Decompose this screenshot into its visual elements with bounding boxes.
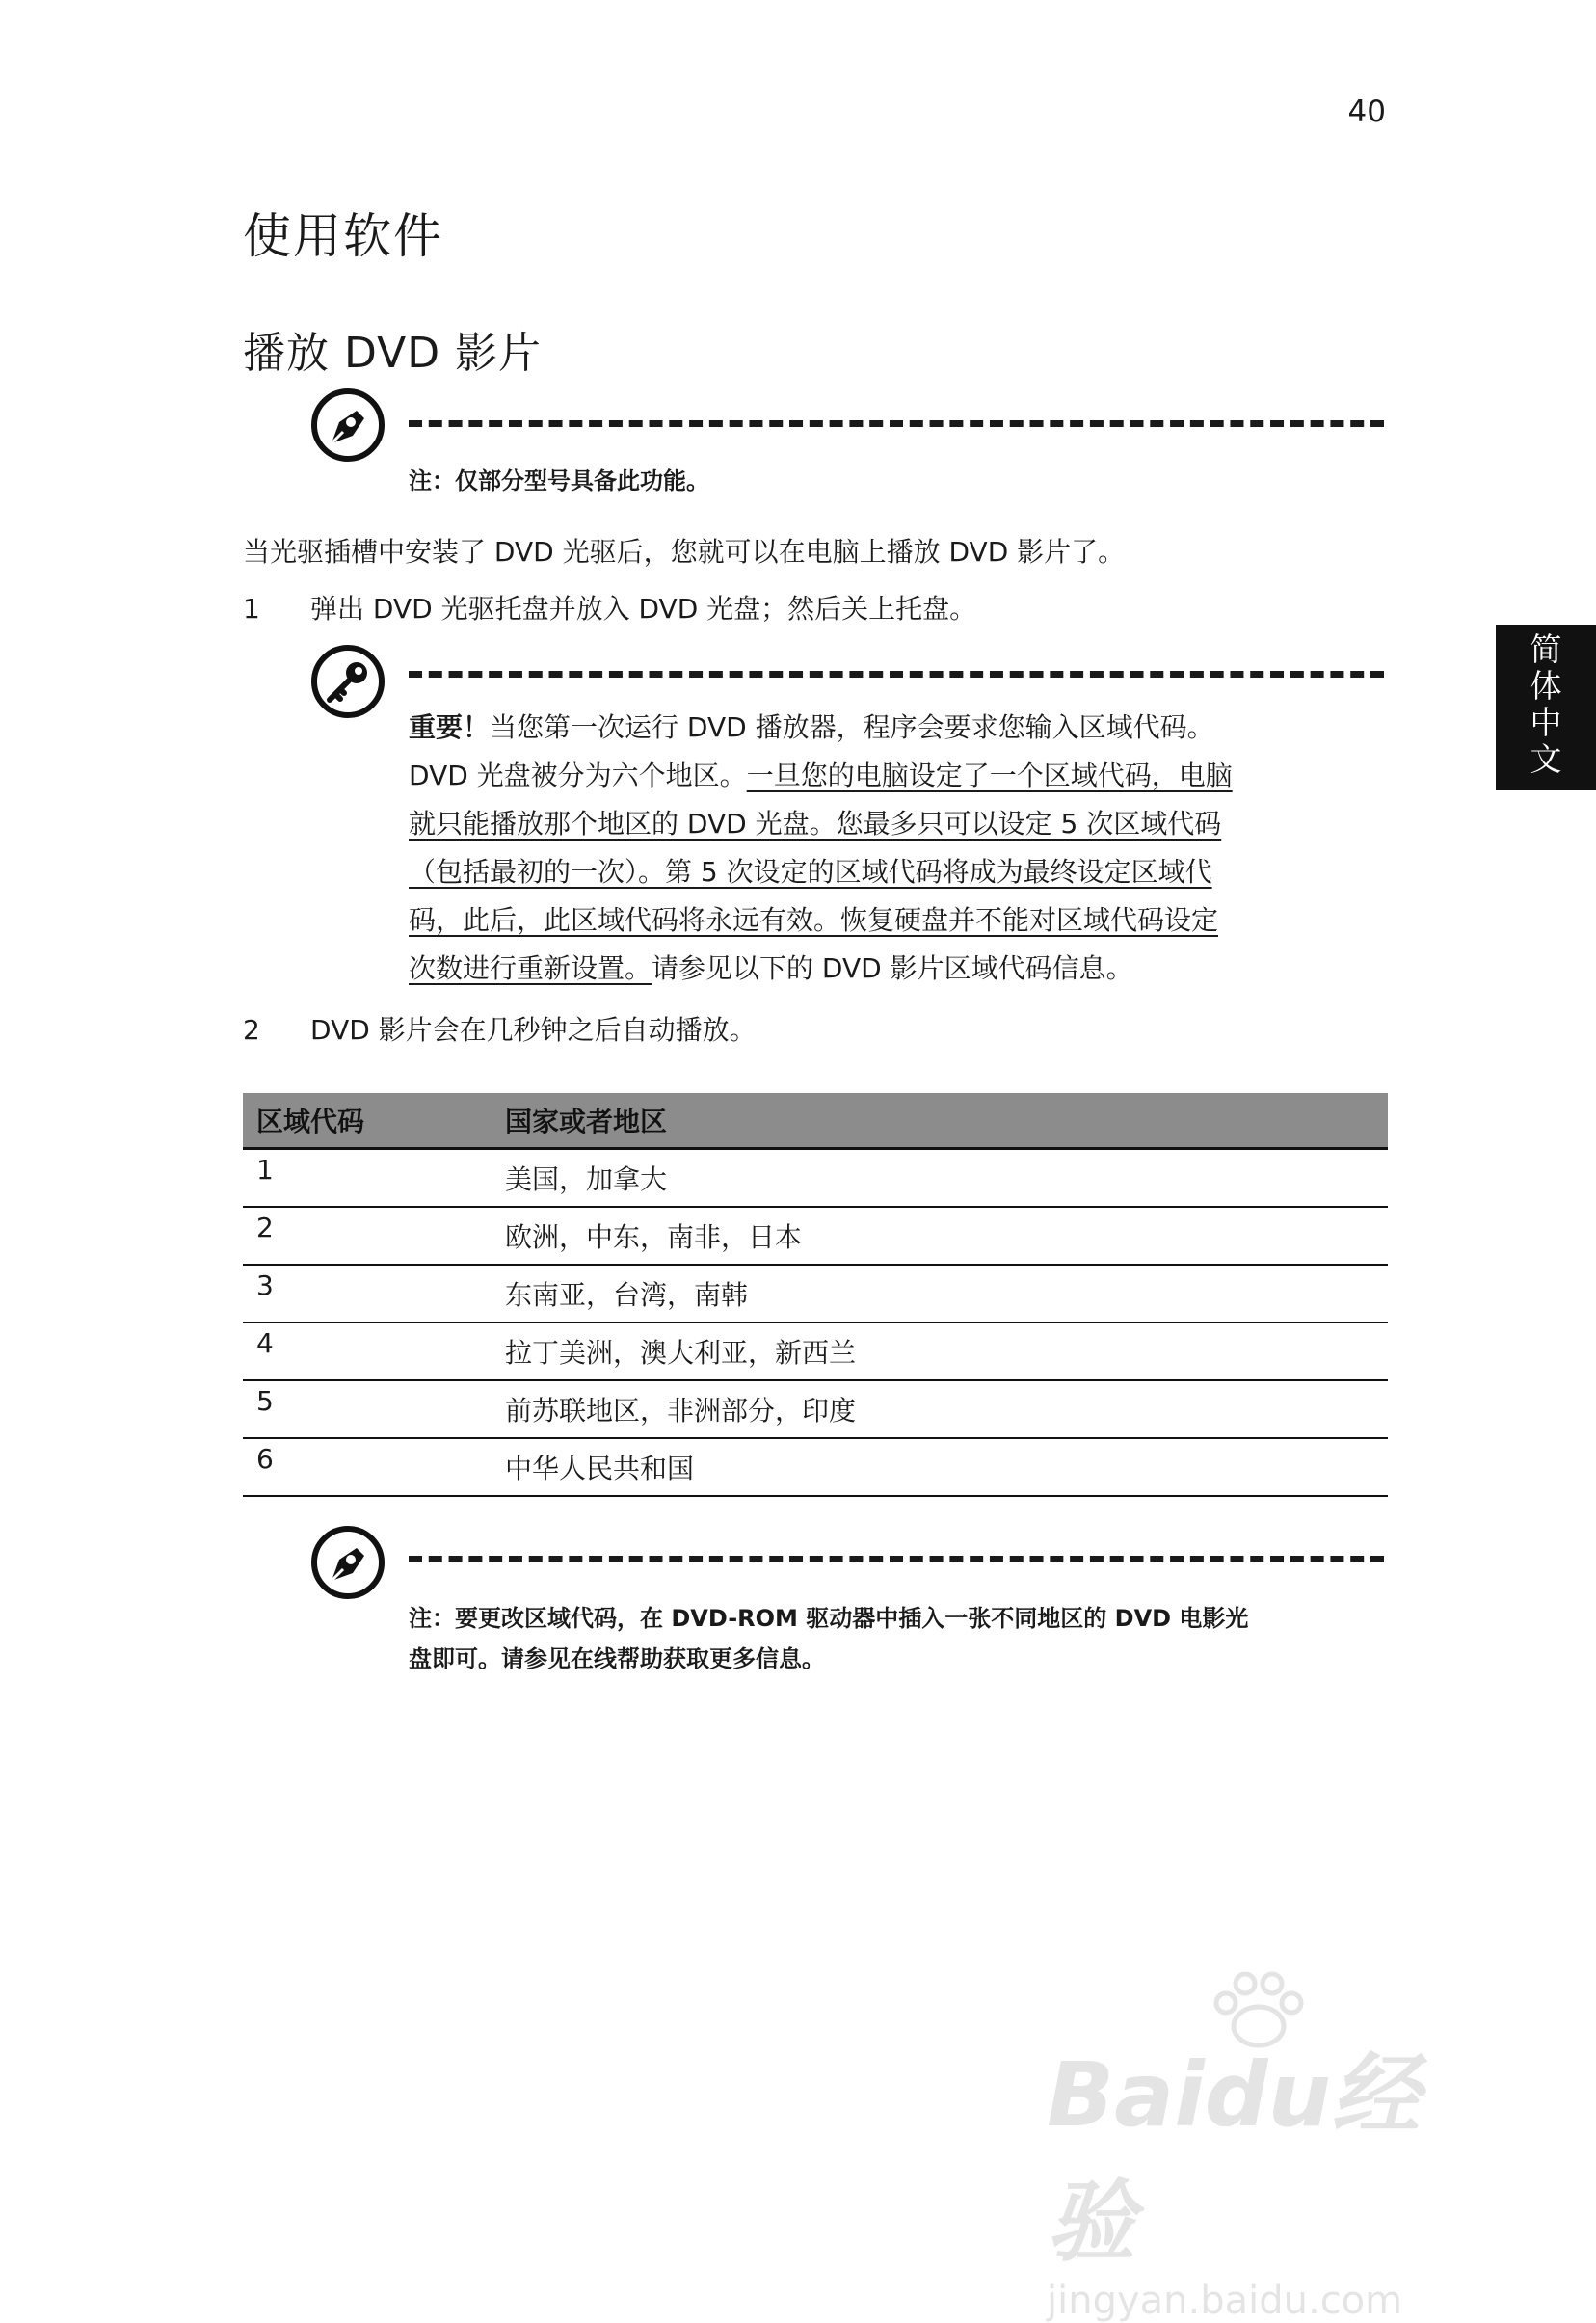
page-heading: 使用软件 [243, 208, 443, 264]
region-name-cell: 美国，加拿大 [492, 1149, 1388, 1208]
region-code-table [243, 1093, 1388, 1497]
region-name-cell: 东南亚，台湾，南韩 [492, 1265, 1388, 1322]
step-number: 1 [243, 593, 260, 625]
important-line: 重要！当您第一次运行 DVD 播放器，程序会要求您输入区域代码。 [409, 711, 1214, 743]
watermark-url: jingyan.baidu.com [1047, 2279, 1403, 2323]
note-pen-icon [310, 387, 386, 463]
table-row [243, 1322, 1388, 1380]
region-code-cell: 2 [243, 1207, 492, 1265]
region-code-cell: 1 [243, 1149, 492, 1208]
region-code-cell: 3 [243, 1265, 492, 1322]
table-row [243, 1438, 1388, 1496]
page-number: 40 [1347, 94, 1386, 129]
table-row [243, 1207, 1388, 1265]
language-tab-char: 文 [1530, 740, 1562, 778]
column-header: 国家或者地区 [492, 1093, 1388, 1149]
important-line: 就只能播放那个地区的 DVD 光盘。您最多只可以设定 5 次区域代码 [409, 808, 1222, 840]
note-pen-icon [310, 1525, 386, 1600]
note-text: 注：仅部分型号具备此功能。 [409, 467, 709, 494]
important-line: （包括最初的一次）。第 5 次设定的区域代码将成为最终设定区域代 [409, 856, 1212, 888]
step-text: DVD 影片会在几秒钟之后自动播放。 [310, 1014, 757, 1046]
region-code-cell: 5 [243, 1380, 492, 1438]
note-divider [409, 1556, 1384, 1562]
table-row [243, 1380, 1388, 1438]
important-line: DVD 光盘被分为六个地区。一旦您的电脑设定了一个区域代码，电脑 [409, 760, 1233, 791]
table-header-row [243, 1093, 1388, 1149]
important-line: 码，此后，此区域代码将永远有效。恢复硬盘并不能对区域代码设定 [409, 904, 1219, 936]
note-text: 注：要更改区域代码，在 DVD-ROM 驱动器中插入一张不同地区的 DVD 电影光 盘即可。请参见在线帮助获取更多信息。 [409, 1605, 1249, 1672]
paw-icon [1201, 1966, 1317, 2053]
language-tab-char: 体 [1530, 667, 1562, 705]
column-header: 区域代码 [243, 1093, 492, 1149]
language-tab-char: 简 [1530, 630, 1562, 668]
intro-paragraph: 当光驱插槽中安装了 DVD 光驱后，您就可以在电脑上播放 DVD 影片了。 [243, 536, 1126, 568]
note-divider [409, 420, 1384, 427]
important-line: 次数进行重新设置。请参见以下的 DVD 影片区域代码信息。 [409, 952, 1133, 984]
step-number: 2 [243, 1014, 260, 1046]
region-name-cell: 拉丁美洲，澳大利亚，新西兰 [492, 1322, 1388, 1380]
watermark-brand: Baidu经验 [1047, 2043, 1421, 2274]
region-name-cell: 欧洲，中东，南非，日本 [492, 1207, 1388, 1265]
region-code-cell: 4 [243, 1322, 492, 1380]
region-code-cell: 6 [243, 1438, 492, 1496]
step-text: 弹出 DVD 光驱托盘并放入 DVD 光盘；然后关上托盘。 [310, 593, 977, 625]
important-paragraph [409, 704, 1392, 993]
region-name-cell: 中华人民共和国 [492, 1438, 1388, 1496]
important-label: 重要！ [409, 711, 491, 743]
language-tab-char: 中 [1530, 704, 1562, 741]
important-divider [409, 671, 1384, 678]
table-row [243, 1149, 1388, 1208]
language-tab [1496, 625, 1596, 790]
baidu-watermark [1047, 2024, 1490, 2323]
region-name-cell: 前苏联地区，非洲部分，印度 [492, 1380, 1388, 1438]
important-key-icon [310, 644, 386, 719]
section-title: 播放 DVD 影片 [243, 329, 543, 378]
table-row [243, 1265, 1388, 1322]
